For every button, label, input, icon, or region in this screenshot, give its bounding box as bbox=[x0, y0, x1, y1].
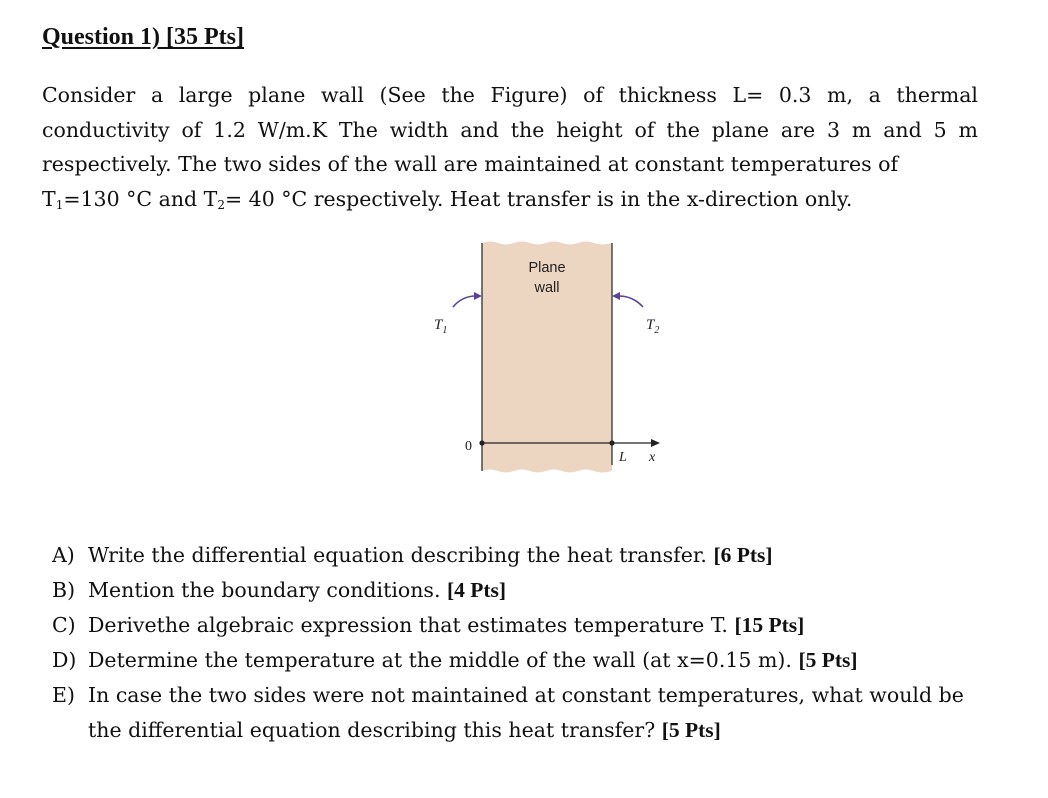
wall-label-wall: wall bbox=[534, 280, 560, 296]
points-badge: [4 Pts] bbox=[446, 578, 507, 602]
points-badge: [15 Pts] bbox=[734, 613, 805, 637]
points-badge: [5 Pts] bbox=[661, 718, 721, 742]
wall-label-plane: Plane bbox=[528, 260, 566, 276]
points-badge: [5 Pts] bbox=[798, 648, 858, 672]
points-badge: [6 Pts] bbox=[713, 543, 773, 567]
question-heading: Question 1) [35 Pts] bbox=[42, 24, 244, 50]
problem-text: Consider a large plane wall (See the Figure) of thickness L= 0.3 m, a thermal conductivity of 1.2 W/m.K The width and the height of the plane are 3 m and 5 m respectively. The two sides of the wall are maintained at constant temperatures of bbox=[42, 83, 978, 176]
question-item-d: D) Determine the temperature at the middle of the wall (at x=0.15 m). [5 Pts] bbox=[52, 648, 858, 672]
origin-label: 0 bbox=[465, 439, 472, 454]
x-label: x bbox=[649, 450, 656, 465]
question-item-e: E) In case the two sides were not maintained at constant temperatures, what would be the differential equation describing this heat transfer? [5 Pts] bbox=[52, 683, 964, 742]
t2-arrow bbox=[619, 296, 643, 307]
plane-wall bbox=[482, 242, 612, 473]
l-dot bbox=[609, 440, 614, 445]
problem-statement bbox=[42, 78, 978, 216]
t1-arrowhead bbox=[474, 292, 482, 300]
t2-label: $T_2$ bbox=[646, 317, 660, 336]
x-axis-arrowhead bbox=[651, 439, 660, 447]
problem-temperatures: $T_1=130$ °C and $T_2= 40$ °C respectively. Heat transfer is in the x-direction only. bbox=[42, 186, 853, 212]
question-item-c: C) Derivethe algebraic expression that estimates temperature T. [15 Pts] bbox=[52, 613, 805, 637]
question-item-b: B) Mention the boundary conditions. [4 Pts] bbox=[52, 578, 507, 602]
l-label: L bbox=[619, 450, 627, 465]
t1-label: $T_1$ bbox=[434, 317, 448, 336]
question-item-a: A) Write the differential equation describing the heat transfer. [6 Pts] bbox=[52, 543, 773, 567]
plane-wall-figure bbox=[420, 235, 680, 480]
t2-arrowhead bbox=[612, 292, 620, 300]
question-list bbox=[52, 538, 992, 748]
t1-arrow bbox=[453, 296, 476, 307]
origin-dot bbox=[479, 440, 484, 445]
